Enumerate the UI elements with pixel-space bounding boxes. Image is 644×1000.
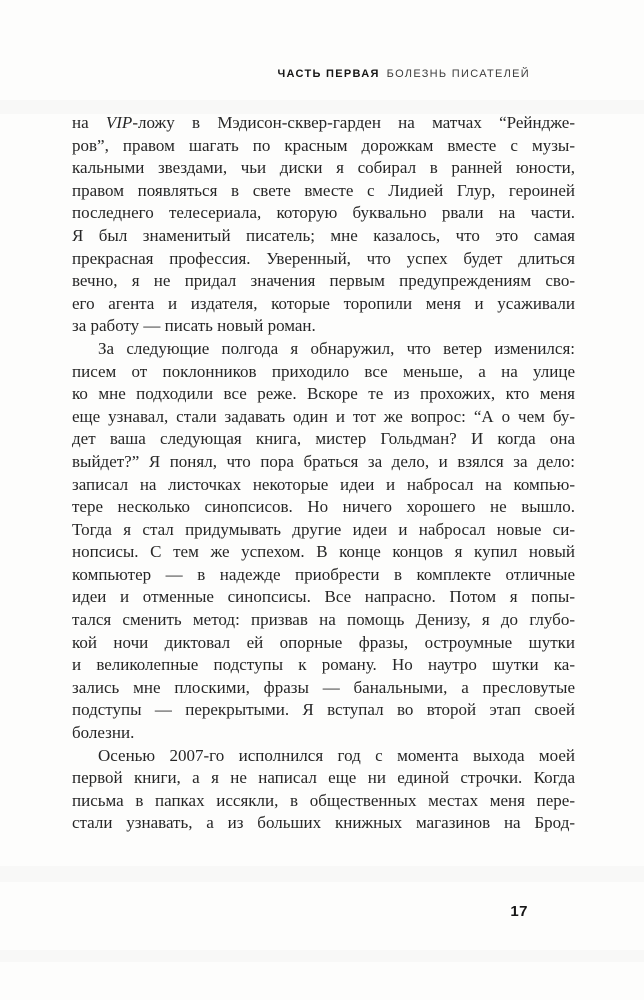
text-line xyxy=(72,112,575,135)
text-line xyxy=(72,654,575,677)
text-line xyxy=(72,383,575,406)
text-span: нопсисы. С тем же успехом. В конце концов я купил новый xyxy=(72,542,575,562)
text-line xyxy=(72,248,575,271)
text-span: тался сменить метод: призвав на помощь Денизу, я до глубо- xyxy=(72,610,575,630)
text-span: выйдет?” Я понял, что пора браться за дело, и взялся за дело: xyxy=(72,451,575,471)
paragraph xyxy=(72,745,575,835)
running-head xyxy=(277,68,530,81)
text-line xyxy=(72,225,575,248)
text-line xyxy=(72,451,575,474)
text-span: Тогда я стал придумывать другие идеи и набросал новые си- xyxy=(72,519,575,539)
text-line xyxy=(72,677,575,700)
text-span: ко мне подходили все реже. Вскоре те из прохожих, кто меня xyxy=(72,384,575,404)
text-line xyxy=(72,338,575,361)
text-line xyxy=(72,361,575,384)
text-span: зались мне плоскими, фразы — банальными, а пресловутые xyxy=(72,677,575,697)
text-span: дет ваша следующая книга, мистер Гольдман? И когда она xyxy=(72,429,575,449)
text-line xyxy=(72,315,575,338)
running-head-chapter-title: БОЛЕЗНЬ ПИСАТЕЛЕЙ xyxy=(386,68,530,80)
text-line xyxy=(72,790,575,813)
text-span: письма в папках иссякли, в общественных местах меня пере- xyxy=(72,790,575,810)
text-span: подступы — перекрытыми. Я вступал во второй этап своей xyxy=(72,700,575,720)
text-span: кой ночи диктовал ей опорные фразы, остроумные шутки xyxy=(72,632,575,652)
text-span: идеи и отменные синопсисы. Все напрасно. Потом я попы- xyxy=(72,587,575,607)
text-span: правом появляться в свете вместе с Лидией Глур, героиней xyxy=(72,180,575,200)
text-line xyxy=(72,519,575,542)
paragraph xyxy=(72,112,575,338)
text-line xyxy=(72,564,575,587)
text-span: ров”, правом шагать по красным дорожкам вместе с музы- xyxy=(72,135,575,155)
text-span: последнего телесериала, которую буквально рвали на части. xyxy=(72,203,575,223)
text-span: стали узнавать, а из больших книжных магазинов на Брод- xyxy=(72,813,575,833)
text-span: Осенью 2007-го исполнился год с момента выхода моей xyxy=(98,745,575,765)
paragraph xyxy=(72,338,575,745)
text-span: -ложу в Мэдисон-сквер-гарден на матчах “Рейндже- xyxy=(132,113,575,132)
text-span: на xyxy=(72,113,106,132)
text-line xyxy=(72,135,575,158)
text-span: первой книги, а я не написал еще ни единой строчки. Когда xyxy=(72,768,575,788)
text-span: компьютер — в надежде приобрести в комплекте отличные xyxy=(72,564,575,584)
text-span: за работу — писать новый роман. xyxy=(72,316,316,336)
text-span: прекрасная профессия. Уверенный, что успех будет длиться xyxy=(72,248,575,268)
text-line xyxy=(72,812,575,835)
text-line xyxy=(72,609,575,632)
text-line xyxy=(72,270,575,293)
text-span: болезни. xyxy=(72,723,135,743)
text-line xyxy=(72,722,575,745)
text-span: кальными звездами, чьи диски я собирал в ранней юности, xyxy=(72,158,575,178)
text-line xyxy=(72,767,575,790)
text-span: его агента и издателя, которые торопили меня и усаживали xyxy=(72,293,575,313)
text-span: записал на листочках некоторые идеи и набросал на компью- xyxy=(72,474,575,494)
text-line xyxy=(72,699,575,722)
text-line xyxy=(72,632,575,655)
text-line xyxy=(72,157,575,180)
text-span: еще узнавал, стали задавать один и тот же вопрос: “А о чем бу- xyxy=(72,406,575,426)
text-line xyxy=(72,474,575,497)
text-line xyxy=(72,496,575,519)
italic-text: VIP xyxy=(105,113,133,132)
text-line xyxy=(72,541,575,564)
scan-artifact-band xyxy=(0,950,644,962)
text-line xyxy=(72,428,575,451)
text-span: писем от поклонников приходило все меньше, а на улице xyxy=(72,361,575,381)
text-line xyxy=(72,293,575,316)
text-line xyxy=(72,745,575,768)
text-line xyxy=(72,586,575,609)
text-line xyxy=(72,180,575,203)
text-span: вечно, я не придал значения первым предупреждениям сво- xyxy=(72,271,575,291)
text-line xyxy=(72,202,575,225)
text-span: Я был знаменитый писатель; мне казалось, что это самая xyxy=(72,225,575,245)
body-text xyxy=(72,112,575,835)
page-number: 17 xyxy=(510,903,528,920)
text-line xyxy=(72,406,575,429)
text-span: За следующие полгода я обнаружил, что ветер изменился: xyxy=(98,338,575,358)
text-span: и великолепные подступы к роману. Но наутро шутки ка- xyxy=(72,655,575,675)
scan-artifact-band xyxy=(0,866,644,882)
running-head-part-title: ЧАСТЬ ПЕРВАЯ xyxy=(277,68,380,80)
text-span: тере несколько синопсисов. Но ничего хорошего не вышло. xyxy=(72,497,575,517)
